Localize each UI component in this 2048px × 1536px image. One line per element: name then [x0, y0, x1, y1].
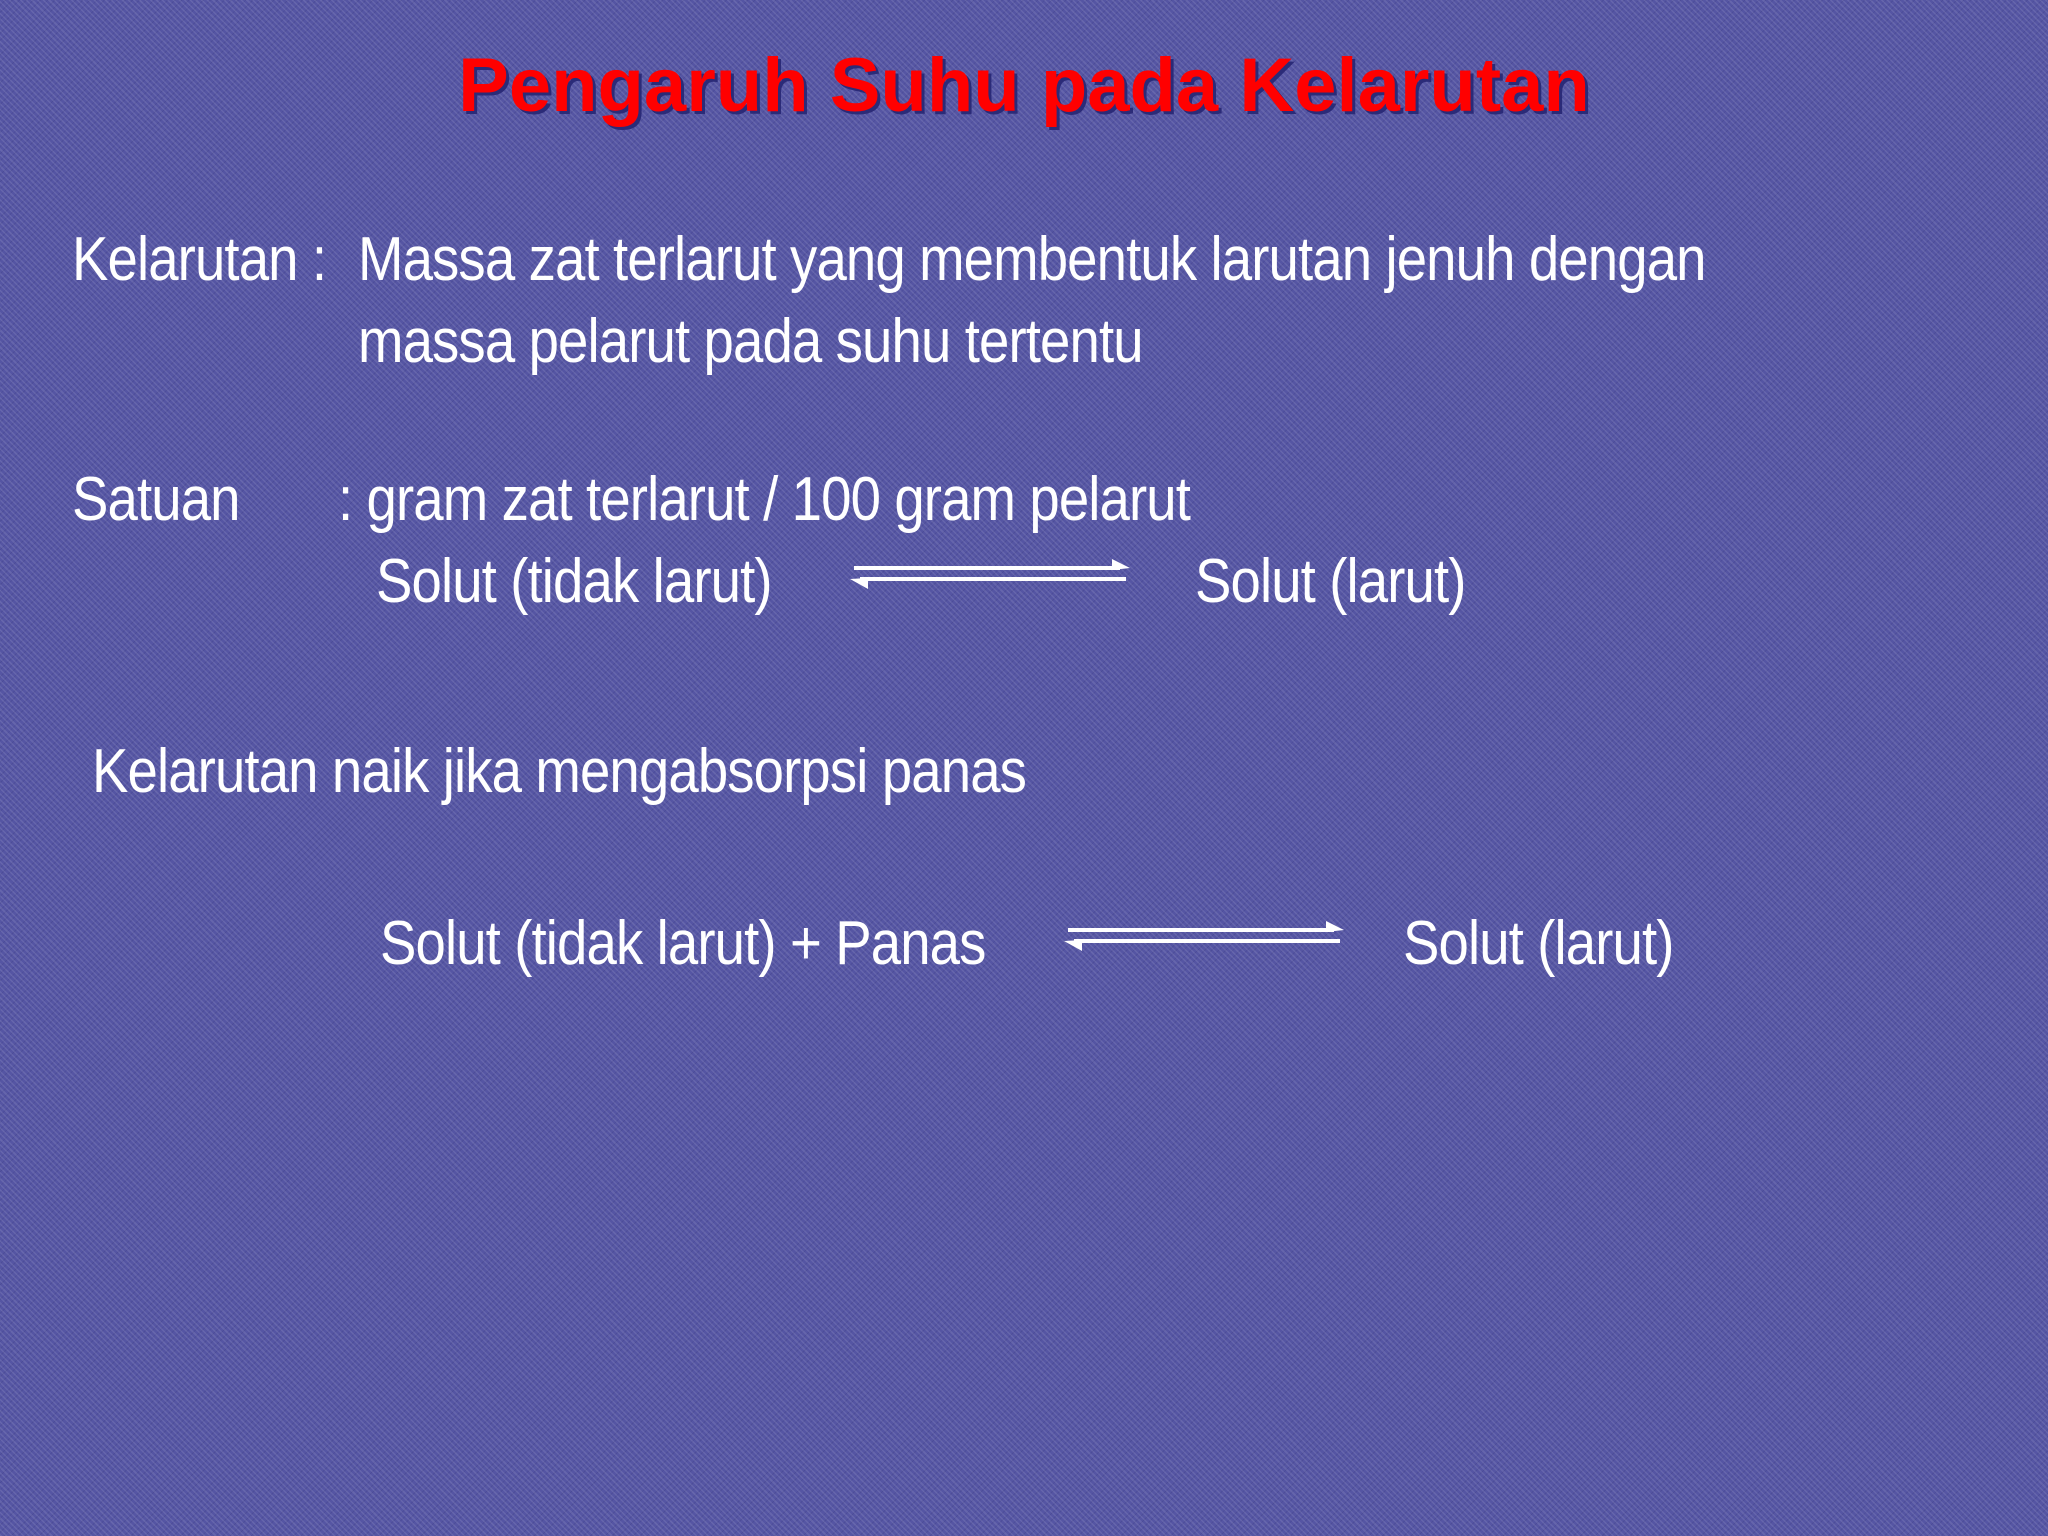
equilibrium-1-left: Solut (tidak larut) [376, 547, 772, 616]
slide-title: Pengaruh Suhu pada Kelarutan [458, 43, 1590, 128]
definition-line-2: massa pelarut pada suhu tertentu [358, 307, 1143, 376]
equilibrium-2-left: Solut (tidak larut) + Panas [380, 909, 986, 978]
definition-line-1: Massa zat terlarut yang membentuk larutan jenuh dengan [358, 225, 1706, 294]
equilibrium-arrow-icon [850, 546, 1130, 590]
statement-text: Kelarutan naik jika mengabsorpsi panas [92, 737, 1027, 806]
unit-value: : gram zat terlarut / 100 gram pelarut [338, 465, 1191, 534]
definition-label: Kelarutan : [72, 225, 327, 294]
equilibrium-arrow-icon [1064, 908, 1344, 952]
unit-label: Satuan [72, 465, 240, 534]
equilibrium-2-right: Solut (larut) [1403, 909, 1674, 978]
equilibrium-1-right: Solut (larut) [1195, 547, 1466, 616]
